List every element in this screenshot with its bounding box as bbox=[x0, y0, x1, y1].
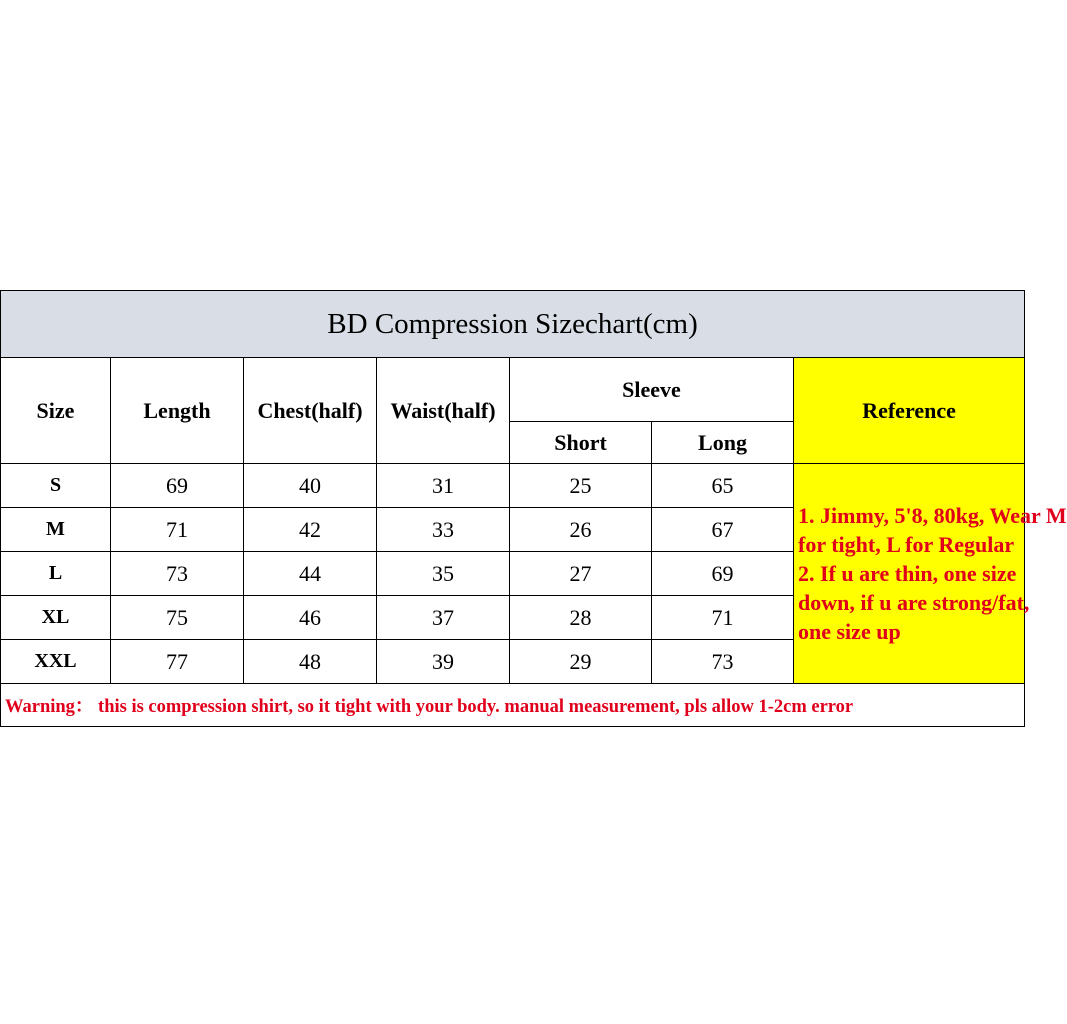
warning-note: Warning： this is compression shirt, so it tight with your body. manual measurement, pls allow 1-2cm error bbox=[1, 684, 1025, 727]
waist-cell: 33 bbox=[377, 508, 510, 552]
length-cell: 71 bbox=[111, 508, 244, 552]
sleeve-short-cell: 28 bbox=[510, 596, 652, 640]
sleeve-long-cell: 65 bbox=[652, 464, 794, 508]
size-cell: XL bbox=[1, 596, 111, 640]
header-chest: Chest(half) bbox=[244, 358, 377, 464]
chest-cell: 48 bbox=[244, 640, 377, 684]
reference-notes bbox=[794, 464, 1067, 684]
chest-cell: 42 bbox=[244, 508, 377, 552]
header-sleeve: Sleeve bbox=[510, 358, 794, 422]
header-waist: Waist(half) bbox=[377, 358, 510, 464]
sleeve-short-cell: 25 bbox=[510, 464, 652, 508]
reference-line: 1. Jimmy, 5'8, 80kg, Wear M bbox=[798, 503, 1067, 528]
chest-cell: 46 bbox=[244, 596, 377, 640]
header-length: Length bbox=[111, 358, 244, 464]
sleeve-short-cell: 27 bbox=[510, 552, 652, 596]
chest-cell: 40 bbox=[244, 464, 377, 508]
length-cell: 69 bbox=[111, 464, 244, 508]
header-reference: Reference bbox=[794, 358, 1025, 464]
sleeve-short-cell: 29 bbox=[510, 640, 652, 684]
size-cell: L bbox=[1, 552, 111, 596]
reference-line: 2. If u are thin, one size bbox=[798, 561, 1017, 586]
waist-cell: 39 bbox=[377, 640, 510, 684]
size-cell: XXL bbox=[1, 640, 111, 684]
reference-line: down, if u are strong/fat, bbox=[798, 590, 1030, 615]
reference-line: for tight, L for Regular bbox=[798, 532, 1015, 557]
size-chart-table bbox=[0, 290, 1067, 727]
chest-cell: 44 bbox=[244, 552, 377, 596]
sleeve-long-cell: 67 bbox=[652, 508, 794, 552]
size-cell: S bbox=[1, 464, 111, 508]
waist-cell: 35 bbox=[377, 552, 510, 596]
sleeve-short-cell: 26 bbox=[510, 508, 652, 552]
chart-title: BD Compression Sizechart(cm) bbox=[1, 291, 1025, 358]
waist-cell: 37 bbox=[377, 596, 510, 640]
length-cell: 77 bbox=[111, 640, 244, 684]
reference-line: one size up bbox=[798, 619, 901, 644]
header-sleeve-long: Long bbox=[652, 422, 794, 464]
sleeve-long-cell: 73 bbox=[652, 640, 794, 684]
length-cell: 73 bbox=[111, 552, 244, 596]
table-row bbox=[1, 464, 1025, 508]
header-size: Size bbox=[1, 358, 111, 464]
sleeve-long-cell: 69 bbox=[652, 552, 794, 596]
waist-cell: 31 bbox=[377, 464, 510, 508]
size-chart bbox=[0, 290, 1067, 727]
size-cell: M bbox=[1, 508, 111, 552]
header-sleeve-short: Short bbox=[510, 422, 652, 464]
sleeve-long-cell: 71 bbox=[652, 596, 794, 640]
length-cell: 75 bbox=[111, 596, 244, 640]
